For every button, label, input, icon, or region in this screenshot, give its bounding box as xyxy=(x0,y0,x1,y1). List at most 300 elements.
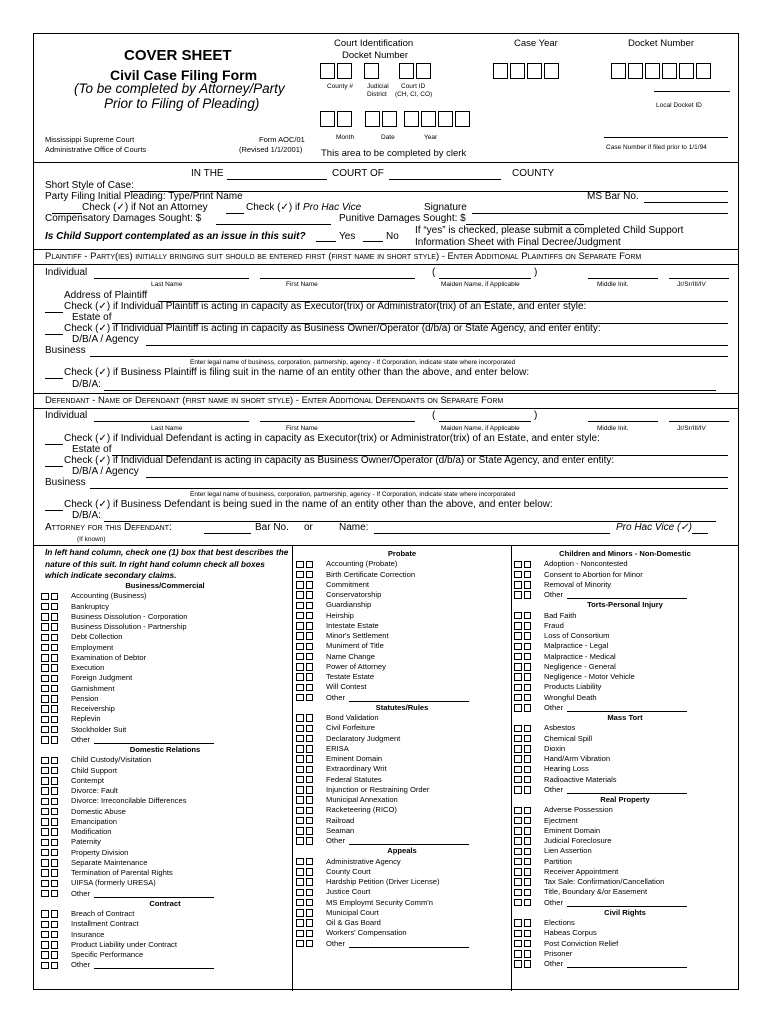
secondary-checkbox[interactable] xyxy=(306,776,314,784)
secondary-checkbox[interactable] xyxy=(51,634,59,642)
secondary-checkbox[interactable] xyxy=(306,745,314,753)
secondary-checkbox[interactable] xyxy=(306,571,314,579)
secondary-checkbox[interactable] xyxy=(51,798,59,806)
primary-checkbox[interactable] xyxy=(296,827,304,835)
secondary-checkbox[interactable] xyxy=(524,776,532,784)
secondary-checkbox[interactable] xyxy=(306,889,314,897)
primary-checkbox[interactable] xyxy=(514,561,522,569)
secondary-checkbox[interactable] xyxy=(524,612,532,620)
secondary-checkbox[interactable] xyxy=(51,613,59,621)
plaintiff-executor-check[interactable] xyxy=(45,312,63,313)
case-type-label: MS Employmt Security Comm'n xyxy=(326,897,433,907)
secondary-checkbox[interactable] xyxy=(51,593,59,601)
secondary-checkbox[interactable] xyxy=(524,817,532,825)
primary-checkbox[interactable] xyxy=(514,581,522,589)
secondary-checkbox[interactable] xyxy=(306,940,314,948)
secondary-checkbox[interactable] xyxy=(306,602,314,610)
primary-checkbox[interactable] xyxy=(514,827,522,835)
secondary-checkbox[interactable] xyxy=(51,931,59,939)
secondary-checkbox[interactable] xyxy=(51,880,59,888)
other-specify-field[interactable] xyxy=(349,837,469,845)
secondary-checkbox[interactable] xyxy=(524,940,532,948)
secondary-checkbox[interactable] xyxy=(51,716,59,724)
primary-checkbox[interactable] xyxy=(296,694,304,702)
primary-checkbox[interactable] xyxy=(296,561,304,569)
case-type-item xyxy=(514,641,736,651)
defendant-suffix-field[interactable] xyxy=(669,421,729,422)
primary-checkbox[interactable] xyxy=(41,880,49,888)
secondary-checkbox[interactable] xyxy=(51,736,59,744)
case-type-label: Execution xyxy=(71,663,105,672)
cover-sheet-form: COVER SHEET Civil Case Filing Form (To be completed by Attorney/Party Prior to Filing of Pleading) Mississippi Supreme Court Administrative Office of Courts Form AOC/01 (Revised 1/1/2001) Court Identification Docket Number Case Year Docket Number County # Judicial District Court ID (CH, CI, CO) Local Docket ID Month Date Year This area to be completed by clerk Case Number if filed prior to 1/1/94 IN THE COURT OF COUNTY Short Style of Case: Party Filing Initial Pleading: Type/Print Name MS Bar No. Check (✓) if Not an Attorney Check (✓) if Pro Hac Vice Signature Compensatory Damages Sought: $ Punitive Damages Sought: $ Is Child Support contemplated as an issue in this suit? Yes No If “yes” is checked, please submit a completed Child Support Information Sheet with Final Decree/Judgment Plaintiff - Party(ies) initially bringing suit should be entered first (first name in short style) - Enter Additional Plaintiffs on Separate Form Individual ( ) Last Name First Name Maiden Name, if Applicable Middle Init. Jr/Sr/III/IV Address of Plaintiff Check (✓) if Individual Plaintiff is acting in capacity as Executor(trix) or Administrator(trix) of an Estate, and enter style: Estate of Check (✓) if Individual Plaintiff is acting in capacity as Business Owner/Operator (d/b/a) or State Agency, and enter entity: D/B/A / Agency Business Enter legal name of business, corporation, partnership, agency - If Corporation, indicate state where incorporated Check (✓) if Business Plaintiff is filing suit in the name of an entity other than the above, and enter below: D/B/A: Defendant - Name of Defendant (first name in short style) - Enter Additional Defendants on Separate Form Individual ( ) Last Name First Name Maiden Name, if Applicable Middle Init. Jr/Sr/III/IV Check (✓) if Individual Defendant is acting in capacity as Executor(trix) or Administrator(trix) of an Estate, and enter style: Estate of Check (✓) if Individual Defendant is acting in capacity as Business Owner/Operator (d/b/a) or State Agency, and enter entity: D/B/A / Agency Business Enter legal name of business, corporation, partnership, agency - If Corporation, indicate state where incorporated Check (✓) if Business Defendant is being sued in the name of an entity other than the above, and enter below: D/B/A: Attorney for this Defendant: Bar No. or Name: Pro Hac Vice (✓) (If known) In left hand column, check one (1) box that best describes the nature of this suit. In right hand column check all boxes which indicate secondary claims. Business/Commercial Accounting (Business) Bankruptcy Business Dissolution - Corporation Business Dissolution - Partnership Debt Collection Employment Examination of Debtor Execution Foreign Judgment Garnishment Pension Receivership Replevin Stockholder Suit Other Domestic Relations Child Custody/Visitation Child Support Contempt Divorce: Fault Divorce: Irreconcilable Differences Domestic Abuse Emancipation Modification Paternity Property Division Separate Maintenance Termination of Parental Rights UIFSA (formerly URESA) Other Contract Breach of Contract Installment Contract Insurance Product Liability under Contract Specific Performance Other Probate Accounting (Probate) Birth Certificate Correction Commitment Conservatorship Guardianship Heirship Intestate Estate Minor's Settlement Muniment of Title Name Change Power of Attorney Testate Estate Will Contest Other Statutes/Rules Bond Validation Civil Forfeiture Declaratory Judgment ERISA Eminent Domain Extraordinary Writ Federal Statutes Injunction or Restraining Order Municipal Annexation Racketeering (RICO) Railroad Seaman Other Appeals Administrative Agency County Court Hardship Petition (Driver License) Justice Court MS Employmt Security Comm'n Municipal Court Oil & Gas Board Workers' Compensation Other Children and Minors - Non-Domestic Adoption - Noncontested Consent to Abortion for Minor Removal of Minority Other Torts-Personal Injury Bad Faith Fraud Loss of Consortium Malpractice - Legal Malpractice - Medical Negligence - General Negligence - Motor Vehicle Products Liability Wrongful Death Other Mass Tort Asbestos Chemical Spill Dioxin Hand/Arm Vibration Hearing Loss Radioactive Materials Other Real Property Adverse Possession Ejectment Eminent Domain Judicial Foreclosure Lien Assertion Partition Receiver Appointment Tax Sale: Confirmation/Cancellation Title, Boundary &/or Easement Other Civil Rights Elections Habeas Corpus Post Conviction Relief Prisoner Other xyxy=(33,33,739,990)
primary-checkbox[interactable] xyxy=(296,622,304,630)
primary-checkbox[interactable] xyxy=(296,684,304,692)
primary-checkbox[interactable] xyxy=(41,962,49,970)
secondary-checkbox[interactable] xyxy=(524,725,532,733)
secondary-checkbox[interactable] xyxy=(524,643,532,651)
secondary-checkbox[interactable] xyxy=(306,612,314,620)
secondary-checkbox[interactable] xyxy=(306,673,314,681)
secondary-checkbox[interactable] xyxy=(306,735,314,743)
secondary-checkbox[interactable] xyxy=(51,695,59,703)
primary-checkbox[interactable] xyxy=(514,960,522,968)
secondary-checkbox[interactable] xyxy=(306,755,314,763)
primary-checkbox[interactable] xyxy=(41,716,49,724)
primary-checkbox[interactable] xyxy=(514,622,522,630)
primary-checkbox[interactable] xyxy=(514,807,522,815)
case-year-boxes[interactable] xyxy=(493,63,561,79)
secondary-checkbox[interactable] xyxy=(524,786,532,794)
case-type-item xyxy=(41,684,289,694)
primary-checkbox[interactable] xyxy=(41,808,49,816)
case-type-label: Divorce: Fault xyxy=(71,786,118,795)
primary-checkbox[interactable] xyxy=(514,694,522,702)
primary-checkbox[interactable] xyxy=(296,786,304,794)
secondary-checkbox[interactable] xyxy=(524,704,532,712)
secondary-checkbox[interactable] xyxy=(306,796,314,804)
secondary-checkbox[interactable] xyxy=(51,921,59,929)
primary-checkbox[interactable] xyxy=(296,725,304,733)
secondary-checkbox[interactable] xyxy=(51,777,59,785)
primary-checkbox[interactable] xyxy=(41,757,49,765)
primary-checkbox[interactable] xyxy=(296,673,304,681)
plaintiff-dba-agency-field[interactable] xyxy=(146,345,728,346)
plaintiff-middle-init-field[interactable] xyxy=(588,278,658,279)
primary-checkbox[interactable] xyxy=(514,899,522,907)
year-boxes[interactable] xyxy=(404,111,472,127)
primary-checkbox[interactable] xyxy=(514,673,522,681)
plaintiff-business-name-check[interactable] xyxy=(45,378,63,379)
primary-checkbox[interactable] xyxy=(296,745,304,753)
primary-checkbox[interactable] xyxy=(41,767,49,775)
secondary-checkbox[interactable] xyxy=(51,839,59,847)
secondary-checkbox[interactable] xyxy=(524,663,532,671)
docket-number-boxes[interactable] xyxy=(611,63,713,79)
secondary-checkbox[interactable] xyxy=(306,725,314,733)
primary-checkbox[interactable] xyxy=(41,839,49,847)
primary-checkbox[interactable] xyxy=(296,817,304,825)
secondary-checkbox[interactable] xyxy=(524,807,532,815)
case-type-label: UIFSA (formerly URESA) xyxy=(71,878,156,888)
secondary-checkbox[interactable] xyxy=(524,591,532,599)
primary-checkbox[interactable] xyxy=(514,878,522,886)
primary-checkbox[interactable] xyxy=(296,837,304,845)
secondary-checkbox[interactable] xyxy=(51,757,59,765)
secondary-checkbox[interactable] xyxy=(306,622,314,630)
defendant-business-owner-label: Check (✓) if Individual Defendant is acting in capacity as Business Owner/Operator (d/b/a) or State Agency, and enter entity: xyxy=(64,455,615,466)
secondary-checkbox[interactable] xyxy=(524,899,532,907)
local-docket-field[interactable] xyxy=(654,91,730,92)
case-type-label: Hand/Arm Vibration xyxy=(544,754,611,763)
comp-damages-field[interactable] xyxy=(216,224,331,225)
primary-checkbox[interactable] xyxy=(514,868,522,876)
secondary-checkbox[interactable] xyxy=(524,735,532,743)
primary-checkbox[interactable] xyxy=(296,755,304,763)
district-box[interactable] xyxy=(364,63,381,79)
secondary-checkbox[interactable] xyxy=(51,675,59,683)
case-type-item xyxy=(514,949,736,959)
primary-checkbox[interactable] xyxy=(296,612,304,620)
secondary-checkbox[interactable] xyxy=(51,705,59,713)
court-of-field[interactable] xyxy=(389,179,501,180)
primary-checkbox[interactable] xyxy=(514,817,522,825)
primary-checkbox[interactable] xyxy=(41,593,49,601)
case-type-label: Employment xyxy=(71,642,114,652)
plaintiff-maiden-name-field[interactable] xyxy=(439,278,531,279)
secondary-checkbox[interactable] xyxy=(306,581,314,589)
secondary-checkbox[interactable] xyxy=(306,878,314,886)
primary-checkbox[interactable] xyxy=(296,940,304,948)
form-subtitle: Civil Case Filing Form xyxy=(110,67,258,83)
other-specify-field[interactable] xyxy=(94,890,214,898)
attorney-name-field[interactable] xyxy=(374,533,610,534)
secondary-checkbox[interactable] xyxy=(306,837,314,845)
primary-checkbox[interactable] xyxy=(296,807,304,815)
primary-checkbox[interactable] xyxy=(41,798,49,806)
secondary-checkbox[interactable] xyxy=(51,890,59,898)
defendant-maiden-name-field[interactable] xyxy=(439,421,531,422)
case-type-label: Malpractice - Legal xyxy=(544,641,609,651)
other-specify-field[interactable] xyxy=(94,736,214,744)
secondary-checkbox[interactable] xyxy=(306,663,314,671)
primary-checkbox[interactable] xyxy=(514,930,522,938)
primary-checkbox[interactable] xyxy=(514,663,522,671)
primary-checkbox[interactable] xyxy=(514,612,522,620)
case-type-label: Eminent Domain xyxy=(326,754,383,763)
case-type-label: Modification xyxy=(71,827,112,836)
primary-checkbox[interactable] xyxy=(296,919,304,927)
primary-checkbox[interactable] xyxy=(41,705,49,713)
secondary-checkbox[interactable] xyxy=(524,653,532,661)
primary-checkbox[interactable] xyxy=(514,653,522,661)
primary-checkbox[interactable] xyxy=(296,643,304,651)
secondary-checkbox[interactable] xyxy=(306,807,314,815)
primary-checkbox[interactable] xyxy=(296,581,304,589)
primary-checkbox[interactable] xyxy=(514,755,522,763)
primary-checkbox[interactable] xyxy=(41,644,49,652)
plaintiff-business-owner-check[interactable] xyxy=(45,334,63,335)
other-specify-field[interactable] xyxy=(567,899,687,907)
secondary-checkbox[interactable] xyxy=(524,848,532,856)
primary-checkbox[interactable] xyxy=(296,632,304,640)
primary-checkbox[interactable] xyxy=(41,890,49,898)
other-specify-field[interactable] xyxy=(567,960,687,968)
secondary-checkbox[interactable] xyxy=(51,767,59,775)
primary-checkbox[interactable] xyxy=(296,899,304,907)
case-type-item xyxy=(41,930,289,940)
defendant-last-name-field[interactable] xyxy=(94,421,249,422)
defendant-business-owner-check[interactable] xyxy=(45,466,63,467)
secondary-checkbox[interactable] xyxy=(524,571,532,579)
primary-checkbox[interactable] xyxy=(41,685,49,693)
child-support-no-check[interactable] xyxy=(363,241,383,242)
child-support-yes-check[interactable] xyxy=(316,241,336,242)
defendant-dba-agency-field[interactable] xyxy=(146,477,728,478)
secondary-checkbox[interactable] xyxy=(51,828,59,836)
date-boxes[interactable] xyxy=(365,111,399,127)
primary-checkbox[interactable] xyxy=(514,889,522,897)
primary-checkbox[interactable] xyxy=(514,858,522,866)
secondary-checkbox[interactable] xyxy=(524,827,532,835)
primary-checkbox[interactable] xyxy=(296,930,304,938)
primary-checkbox[interactable] xyxy=(41,623,49,631)
secondary-checkbox[interactable] xyxy=(306,714,314,722)
secondary-checkbox[interactable] xyxy=(524,561,532,569)
other-specify-field[interactable] xyxy=(567,591,687,599)
defendant-first-name-field[interactable] xyxy=(260,421,415,422)
defendant-business-field[interactable] xyxy=(90,488,728,489)
primary-checkbox[interactable] xyxy=(41,736,49,744)
primary-checkbox[interactable] xyxy=(41,613,49,621)
primary-checkbox[interactable] xyxy=(296,889,304,897)
primary-checkbox[interactable] xyxy=(41,828,49,836)
primary-checkbox[interactable] xyxy=(41,941,49,949)
primary-checkbox[interactable] xyxy=(514,643,522,651)
plaintiff-dba-field[interactable] xyxy=(104,390,716,391)
case-type-item xyxy=(514,775,736,785)
primary-checkbox[interactable] xyxy=(41,634,49,642)
secondary-checkbox[interactable] xyxy=(524,919,532,927)
secondary-checkbox[interactable] xyxy=(51,787,59,795)
secondary-checkbox[interactable] xyxy=(51,818,59,826)
primary-checkbox[interactable] xyxy=(296,868,304,876)
other-specify-field[interactable] xyxy=(94,961,214,969)
secondary-checkbox[interactable] xyxy=(51,859,59,867)
case-type-label: Wrongful Death xyxy=(544,692,597,702)
primary-checkbox[interactable] xyxy=(514,950,522,958)
primary-checkbox[interactable] xyxy=(41,859,49,867)
other-specify-field[interactable] xyxy=(349,694,469,702)
primary-checkbox[interactable] xyxy=(41,777,49,785)
secondary-checkbox[interactable] xyxy=(306,684,314,692)
secondary-checkbox[interactable] xyxy=(51,603,59,611)
secondary-checkbox[interactable] xyxy=(51,685,59,693)
secondary-checkbox[interactable] xyxy=(51,654,59,662)
primary-checkbox[interactable] xyxy=(296,663,304,671)
primary-checkbox[interactable] xyxy=(296,571,304,579)
plaintiff-first-name-field[interactable] xyxy=(260,278,415,279)
primary-checkbox[interactable] xyxy=(514,786,522,794)
primary-checkbox[interactable] xyxy=(514,704,522,712)
primary-checkbox[interactable] xyxy=(514,776,522,784)
section-heading-children-and-minors-non-domestic: Children and Minors - Non-Domestic xyxy=(559,549,691,558)
secondary-checkbox[interactable] xyxy=(524,950,532,958)
case-type-label: Child Support xyxy=(71,765,118,775)
other-specify-field[interactable] xyxy=(349,940,469,948)
secondary-checkbox[interactable] xyxy=(524,581,532,589)
other-specify-field[interactable] xyxy=(567,704,687,712)
primary-checkbox[interactable] xyxy=(296,602,304,610)
secondary-checkbox[interactable] xyxy=(306,930,314,938)
secondary-checkbox[interactable] xyxy=(306,653,314,661)
secondary-checkbox[interactable] xyxy=(524,837,532,845)
secondary-checkbox[interactable] xyxy=(306,632,314,640)
primary-checkbox[interactable] xyxy=(41,849,49,857)
case-type-label: Seaman xyxy=(326,825,355,835)
primary-checkbox[interactable] xyxy=(514,571,522,579)
attorney-pro-hac-check[interactable] xyxy=(692,533,708,534)
primary-checkbox[interactable] xyxy=(296,796,304,804)
primary-checkbox[interactable] xyxy=(514,684,522,692)
primary-checkbox[interactable] xyxy=(41,910,49,918)
secondary-checkbox[interactable] xyxy=(51,962,59,970)
secondary-checkbox[interactable] xyxy=(306,827,314,835)
court-id-boxes[interactable] xyxy=(399,63,433,79)
secondary-checkbox[interactable] xyxy=(524,878,532,886)
secondary-checkbox[interactable] xyxy=(51,849,59,857)
secondary-checkbox[interactable] xyxy=(524,930,532,938)
primary-checkbox[interactable] xyxy=(296,776,304,784)
primary-checkbox[interactable] xyxy=(41,675,49,683)
secondary-checkbox[interactable] xyxy=(306,694,314,702)
case-type-item xyxy=(514,785,736,795)
secondary-checkbox[interactable] xyxy=(524,766,532,774)
signature-field[interactable] xyxy=(472,213,728,214)
other-specify-field[interactable] xyxy=(567,786,687,794)
secondary-checkbox[interactable] xyxy=(524,868,532,876)
primary-checkbox[interactable] xyxy=(296,714,304,722)
case-type-item xyxy=(296,836,508,846)
primary-checkbox[interactable] xyxy=(514,591,522,599)
secondary-checkbox[interactable] xyxy=(306,858,314,866)
case-type-item xyxy=(514,744,736,754)
primary-checkbox[interactable] xyxy=(514,745,522,753)
plaintiff-suffix-field[interactable] xyxy=(669,278,729,279)
primary-checkbox[interactable] xyxy=(41,951,49,959)
secondary-checkbox[interactable] xyxy=(51,951,59,959)
secondary-checkbox[interactable] xyxy=(524,622,532,630)
secondary-checkbox[interactable] xyxy=(524,673,532,681)
case-type-label: Termination of Parental Rights xyxy=(71,868,173,877)
secondary-checkbox[interactable] xyxy=(524,684,532,692)
secondary-checkbox[interactable] xyxy=(524,858,532,866)
primary-checkbox[interactable] xyxy=(514,837,522,845)
primary-checkbox[interactable] xyxy=(514,725,522,733)
primary-checkbox[interactable] xyxy=(41,654,49,662)
county-boxes[interactable] xyxy=(320,63,354,79)
primary-checkbox[interactable] xyxy=(41,787,49,795)
plaintiff-heading: Plaintiff - Party(ies) initially bringing suit should be entered first (first name in short style) - Enter Additional Plaintiffs on Separate Form xyxy=(45,251,642,262)
secondary-checkbox[interactable] xyxy=(51,623,59,631)
defendant-middle-init-field[interactable] xyxy=(588,421,658,422)
primary-checkbox[interactable] xyxy=(514,940,522,948)
case-type-label: Debt Collection xyxy=(71,632,123,642)
primary-checkbox[interactable] xyxy=(296,766,304,774)
primary-checkbox[interactable] xyxy=(514,848,522,856)
secondary-checkbox[interactable] xyxy=(306,786,314,794)
attorney-field[interactable] xyxy=(204,533,251,534)
secondary-checkbox[interactable] xyxy=(51,808,59,816)
primary-checkbox[interactable] xyxy=(41,695,49,703)
secondary-checkbox[interactable] xyxy=(524,889,532,897)
secondary-checkbox[interactable] xyxy=(524,755,532,763)
primary-checkbox[interactable] xyxy=(41,818,49,826)
secondary-checkbox[interactable] xyxy=(306,868,314,876)
primary-checkbox[interactable] xyxy=(296,878,304,886)
secondary-checkbox[interactable] xyxy=(306,899,314,907)
defendant-business-name-check[interactable] xyxy=(45,510,63,511)
pro-hac-check[interactable] xyxy=(226,213,244,214)
primary-checkbox[interactable] xyxy=(296,653,304,661)
primary-checkbox[interactable] xyxy=(41,921,49,929)
secondary-checkbox[interactable] xyxy=(524,694,532,702)
attorney-label: Attorney for this Defendant: xyxy=(45,522,172,533)
primary-checkbox[interactable] xyxy=(41,869,49,877)
secondary-checkbox[interactable] xyxy=(524,960,532,968)
case-type-item xyxy=(514,764,736,774)
primary-checkbox[interactable] xyxy=(514,766,522,774)
secondary-checkbox[interactable] xyxy=(51,910,59,918)
secondary-checkbox[interactable] xyxy=(51,644,59,652)
primary-checkbox[interactable] xyxy=(514,919,522,927)
primary-checkbox[interactable] xyxy=(41,664,49,672)
secondary-checkbox[interactable] xyxy=(51,664,59,672)
plaintiff-estate-label: Estate of xyxy=(72,312,112,323)
secondary-checkbox[interactable] xyxy=(306,919,314,927)
primary-checkbox[interactable] xyxy=(296,591,304,599)
month-boxes[interactable] xyxy=(320,111,354,127)
case-type-label: Radioactive Materials xyxy=(544,774,617,784)
primary-checkbox[interactable] xyxy=(514,632,522,640)
secondary-checkbox[interactable] xyxy=(51,941,59,949)
section-heading-civil-rights: Civil Rights xyxy=(604,907,646,917)
primary-checkbox[interactable] xyxy=(296,735,304,743)
secondary-checkbox[interactable] xyxy=(524,632,532,640)
case-type-label: Municipal Court xyxy=(326,907,379,917)
primary-checkbox[interactable] xyxy=(41,603,49,611)
court-type-field[interactable] xyxy=(227,179,327,180)
primary-checkbox[interactable] xyxy=(41,931,49,939)
secondary-checkbox[interactable] xyxy=(524,745,532,753)
secondary-checkbox[interactable] xyxy=(51,869,59,877)
plaintiff-business-field[interactable] xyxy=(90,356,728,357)
secondary-checkbox[interactable] xyxy=(306,643,314,651)
primary-checkbox[interactable] xyxy=(296,909,304,917)
old-case-number-field[interactable] xyxy=(604,137,728,138)
secondary-checkbox[interactable] xyxy=(306,909,314,917)
defendant-executor-check[interactable] xyxy=(45,444,63,445)
primary-checkbox[interactable] xyxy=(514,735,522,743)
secondary-checkbox[interactable] xyxy=(306,766,314,774)
primary-checkbox[interactable] xyxy=(296,858,304,866)
ms-bar-field[interactable] xyxy=(644,202,728,203)
plaintiff-last-name-field[interactable] xyxy=(94,278,249,279)
secondary-checkbox[interactable] xyxy=(306,591,314,599)
secondary-checkbox[interactable] xyxy=(306,817,314,825)
secondary-checkbox[interactable] xyxy=(51,726,59,734)
secondary-checkbox[interactable] xyxy=(306,561,314,569)
primary-checkbox[interactable] xyxy=(41,726,49,734)
